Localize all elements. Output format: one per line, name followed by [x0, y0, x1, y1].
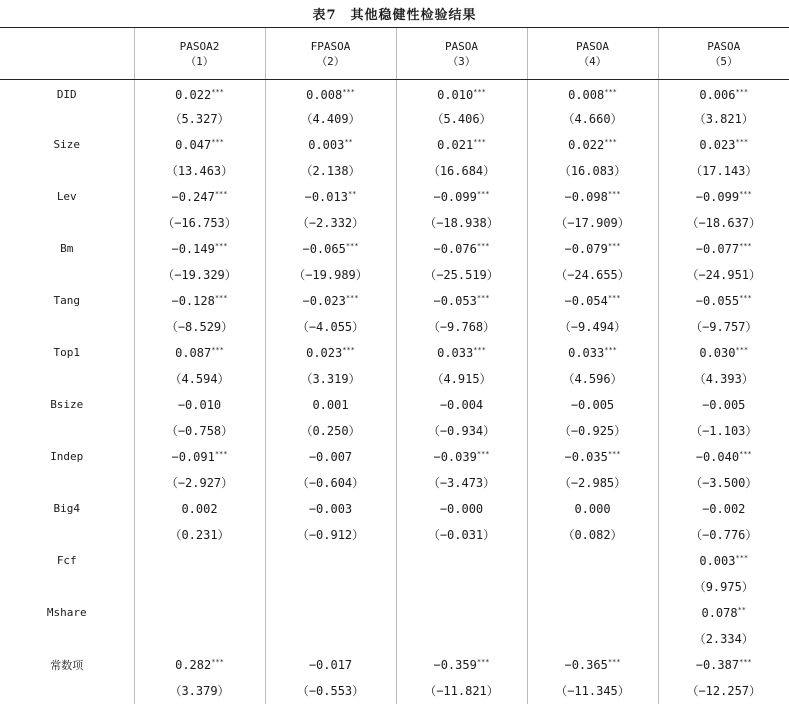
coefficient-cell [658, 184, 789, 210]
significance-stars: *** [473, 138, 486, 146]
column-name: PASOA2 [135, 39, 265, 54]
coefficient-cell [134, 236, 265, 262]
coefficient-value: 0.033 [568, 346, 604, 360]
t-statistic [396, 574, 527, 600]
significance-stars: *** [211, 346, 224, 354]
coefficient-cell [396, 340, 527, 366]
coefficient-value: −0.003 [309, 502, 352, 516]
column-header [134, 28, 265, 80]
coefficient-value: −0.091 [171, 450, 214, 464]
t-statistic: （−3.500） [658, 470, 789, 496]
coefficient-cell [134, 548, 265, 574]
t-statistic: （−9.768） [396, 314, 527, 340]
coefficient-cell [658, 600, 789, 626]
coefficient-cell [658, 340, 789, 366]
coefficient-value: −0.010 [178, 398, 221, 412]
coef-row [0, 340, 789, 366]
t-statistic: （−0.776） [658, 522, 789, 548]
blank-cell [0, 522, 134, 548]
coefficient-cell [134, 132, 265, 158]
table-body [0, 80, 789, 704]
coef-row [0, 496, 789, 522]
t-statistic: （5.327） [134, 106, 265, 132]
t-statistic: （−18.938） [396, 210, 527, 236]
coefficient-value: 0.008 [568, 88, 604, 102]
significance-stars: *** [604, 346, 617, 354]
t-statistic: （4.409） [265, 106, 396, 132]
t-statistic: （9.975） [658, 574, 789, 600]
t-statistic: （−4.055） [265, 314, 396, 340]
t-statistic: （3.319） [265, 366, 396, 392]
t-statistic: （−9.494） [527, 314, 658, 340]
t-statistic: （−0.031） [396, 522, 527, 548]
coefficient-cell [527, 600, 658, 626]
coefficient-cell [658, 444, 789, 470]
variable-label: Mshare [0, 600, 134, 626]
coefficient-value: −0.365 [564, 658, 607, 672]
t-statistic: （4.660） [527, 106, 658, 132]
header-row [0, 28, 789, 80]
blank-cell [0, 626, 134, 652]
coefficient-cell [527, 340, 658, 366]
variable-label: Tang [0, 288, 134, 314]
coefficient-cell [134, 600, 265, 626]
t-statistic: （−11.345） [527, 678, 658, 704]
coefficient-value: −0.079 [564, 242, 607, 256]
significance-stars: *** [215, 190, 228, 198]
coefficient-cell [265, 288, 396, 314]
coefficient-cell [265, 600, 396, 626]
significance-stars: *** [604, 138, 617, 146]
tstat-row [0, 210, 789, 236]
coefficient-value: −0.076 [433, 242, 476, 256]
significance-stars: *** [608, 294, 621, 302]
column-name: PASOA [659, 39, 789, 54]
coefficient-cell [265, 340, 396, 366]
significance-stars: *** [477, 242, 490, 250]
significance-stars: *** [735, 346, 748, 354]
coefficient-value: −0.005 [702, 398, 745, 412]
t-statistic: （−2.927） [134, 470, 265, 496]
t-statistic: （3.379） [134, 678, 265, 704]
coefficient-cell [527, 132, 658, 158]
column-name: PASOA [397, 39, 527, 54]
coefficient-cell [396, 548, 527, 574]
coefficient-value: −0.053 [433, 294, 476, 308]
coefficient-value: 0.022 [568, 138, 604, 152]
significance-stars: *** [477, 294, 490, 302]
coefficient-value: −0.387 [696, 658, 739, 672]
t-statistic: （4.915） [396, 366, 527, 392]
significance-stars: *** [735, 554, 748, 562]
coefficient-cell [265, 184, 396, 210]
blank-cell [0, 366, 134, 392]
coefficient-value: −0.359 [433, 658, 476, 672]
variable-label: Indep [0, 444, 134, 470]
tstat-row [0, 522, 789, 548]
t-statistic: （16.083） [527, 158, 658, 184]
significance-stars: *** [477, 658, 490, 666]
column-name: PASOA [528, 39, 658, 54]
column-index: （3） [397, 54, 527, 69]
coefficient-cell [265, 444, 396, 470]
t-statistic: （−12.257） [658, 678, 789, 704]
significance-stars: *** [735, 88, 748, 96]
t-statistic: （−2.332） [265, 210, 396, 236]
coefficient-value: 0.003 [699, 554, 735, 568]
blank-cell [0, 470, 134, 496]
variable-label: Lev [0, 184, 134, 210]
t-statistic: （2.138） [265, 158, 396, 184]
coefficient-value: −0.013 [305, 190, 348, 204]
coefficient-cell [658, 132, 789, 158]
t-statistic: （2.334） [658, 626, 789, 652]
significance-stars: *** [604, 88, 617, 96]
coefficient-cell [396, 236, 527, 262]
coefficient-cell [134, 80, 265, 106]
t-statistic: （−9.757） [658, 314, 789, 340]
t-statistic [265, 626, 396, 652]
coefficient-cell [527, 236, 658, 262]
significance-stars: *** [477, 190, 490, 198]
tstat-row [0, 262, 789, 288]
coefficient-value: 0.023 [699, 138, 735, 152]
variable-label: Size [0, 132, 134, 158]
significance-stars: *** [473, 88, 486, 96]
coefficient-cell [396, 444, 527, 470]
coef-row [0, 652, 789, 678]
header-blank [0, 28, 134, 80]
coefficient-cell [134, 184, 265, 210]
tstat-row [0, 106, 789, 132]
variable-label: Bsize [0, 392, 134, 418]
t-statistic: （−24.951） [658, 262, 789, 288]
t-statistic: （−3.473） [396, 470, 527, 496]
coefficient-value: −0.055 [696, 294, 739, 308]
significance-stars: *** [739, 190, 752, 198]
column-header [396, 28, 527, 80]
significance-stars: *** [608, 242, 621, 250]
coefficient-value: 0.282 [175, 658, 211, 672]
coefficient-cell [396, 652, 527, 678]
t-statistic: （−0.925） [527, 418, 658, 444]
t-statistic: （−16.753） [134, 210, 265, 236]
coefficient-cell [396, 288, 527, 314]
coefficient-cell [265, 496, 396, 522]
column-index: （2） [266, 54, 396, 69]
coefficient-value: 0.030 [699, 346, 735, 360]
t-statistic: （−18.637） [658, 210, 789, 236]
significance-stars: *** [608, 658, 621, 666]
coefficient-value: 0.087 [175, 346, 211, 360]
coef-row [0, 132, 789, 158]
t-statistic: （−19.989） [265, 262, 396, 288]
coefficient-cell [265, 132, 396, 158]
t-statistic [134, 574, 265, 600]
coefficient-value: −0.007 [309, 450, 352, 464]
tstat-row [0, 314, 789, 340]
coefficient-value: 0.033 [437, 346, 473, 360]
t-statistic: （−0.912） [265, 522, 396, 548]
blank-cell [0, 262, 134, 288]
blank-cell [0, 418, 134, 444]
blank-cell [0, 314, 134, 340]
t-statistic: （0.250） [265, 418, 396, 444]
coefficient-value: −0.054 [564, 294, 607, 308]
coefficient-cell [134, 444, 265, 470]
t-statistic: （13.463） [134, 158, 265, 184]
t-statistic [527, 626, 658, 652]
significance-stars: *** [215, 294, 228, 302]
blank-cell [0, 158, 134, 184]
tstat-row [0, 626, 789, 652]
variable-label: DID [0, 80, 134, 106]
coefficient-value: −0.004 [440, 398, 483, 412]
coefficient-cell [527, 288, 658, 314]
t-statistic: （−1.103） [658, 418, 789, 444]
significance-stars: *** [211, 658, 224, 666]
coef-row [0, 236, 789, 262]
tstat-row [0, 470, 789, 496]
coefficient-value: 0.002 [181, 502, 217, 516]
coefficient-cell [527, 80, 658, 106]
coefficient-value: −0.149 [171, 242, 214, 256]
tstat-row [0, 418, 789, 444]
coefficient-value: 0.000 [574, 502, 610, 516]
variable-label: Bm [0, 236, 134, 262]
significance-stars: *** [342, 346, 355, 354]
coefficient-value: −0.002 [702, 502, 745, 516]
t-statistic: （−17.909） [527, 210, 658, 236]
significance-stars: *** [211, 88, 224, 96]
blank-cell [0, 210, 134, 236]
significance-stars: *** [477, 450, 490, 458]
coefficient-cell [396, 132, 527, 158]
coefficient-value: 0.001 [312, 398, 348, 412]
variable-label: Fcf [0, 548, 134, 574]
coefficient-cell [527, 652, 658, 678]
coefficient-value: −0.017 [309, 658, 352, 672]
coef-row [0, 444, 789, 470]
coefficient-cell [658, 80, 789, 106]
coefficient-value: −0.098 [564, 190, 607, 204]
coefficient-cell [134, 340, 265, 366]
coefficient-cell [658, 652, 789, 678]
t-statistic: （−19.329） [134, 262, 265, 288]
coefficient-value: −0.065 [302, 242, 345, 256]
coefficient-value: 0.078 [701, 606, 737, 620]
coefficient-cell [134, 288, 265, 314]
t-statistic: （−2.985） [527, 470, 658, 496]
coef-row [0, 184, 789, 210]
coefficient-cell [396, 184, 527, 210]
coefficient-cell [134, 652, 265, 678]
t-statistic: （−0.758） [134, 418, 265, 444]
coefficient-value: 0.006 [699, 88, 735, 102]
coef-row [0, 600, 789, 626]
coefficient-value: −0.039 [433, 450, 476, 464]
regression-table [0, 27, 789, 704]
t-statistic [134, 626, 265, 652]
coefficient-cell [658, 236, 789, 262]
coefficient-value: −0.099 [696, 190, 739, 204]
significance-stars: ** [348, 190, 356, 198]
coefficient-cell [396, 600, 527, 626]
coefficient-cell [527, 444, 658, 470]
coefficient-value: 0.008 [306, 88, 342, 102]
coefficient-value: −0.247 [171, 190, 214, 204]
t-statistic: （−0.604） [265, 470, 396, 496]
tstat-row [0, 366, 789, 392]
t-statistic: （−24.655） [527, 262, 658, 288]
coefficient-value: −0.099 [433, 190, 476, 204]
column-header [658, 28, 789, 80]
blank-cell [0, 106, 134, 132]
column-name: FPASOA [266, 39, 396, 54]
coefficient-value: −0.005 [571, 398, 614, 412]
blank-cell [0, 574, 134, 600]
t-statistic: （5.406） [396, 106, 527, 132]
t-statistic: （4.594） [134, 366, 265, 392]
coef-row [0, 288, 789, 314]
significance-stars: *** [739, 242, 752, 250]
coef-row [0, 80, 789, 106]
t-statistic: （16.684） [396, 158, 527, 184]
t-statistic: （4.393） [658, 366, 789, 392]
significance-stars: *** [215, 450, 228, 458]
coefficient-cell [265, 80, 396, 106]
coef-row [0, 392, 789, 418]
significance-stars: ** [344, 138, 352, 146]
tstat-row [0, 574, 789, 600]
coefficient-cell [658, 288, 789, 314]
coefficient-cell [265, 392, 396, 418]
column-header [265, 28, 396, 80]
t-statistic: （−8.529） [134, 314, 265, 340]
significance-stars: *** [342, 88, 355, 96]
variable-label: Big4 [0, 496, 134, 522]
coefficient-cell [658, 548, 789, 574]
t-statistic: （0.231） [134, 522, 265, 548]
variable-label: Top1 [0, 340, 134, 366]
coefficient-value: −0.023 [302, 294, 345, 308]
coefficient-value: −0.128 [171, 294, 214, 308]
significance-stars: *** [735, 138, 748, 146]
coefficient-value: 0.003 [308, 138, 344, 152]
significance-stars: *** [346, 294, 359, 302]
column-index: （5） [659, 54, 789, 69]
significance-stars: *** [608, 190, 621, 198]
coefficient-cell [527, 392, 658, 418]
coefficient-cell [265, 548, 396, 574]
t-statistic: （−0.934） [396, 418, 527, 444]
significance-stars: *** [739, 294, 752, 302]
t-statistic [265, 574, 396, 600]
significance-stars: *** [215, 242, 228, 250]
coefficient-cell [658, 392, 789, 418]
t-statistic: （−0.553） [265, 678, 396, 704]
coefficient-cell [396, 392, 527, 418]
coefficient-value: −0.000 [440, 502, 483, 516]
column-index: （4） [528, 54, 658, 69]
coefficient-cell [134, 392, 265, 418]
significance-stars: *** [211, 138, 224, 146]
coefficient-value: 0.022 [175, 88, 211, 102]
t-statistic: （0.082） [527, 522, 658, 548]
column-index: （1） [135, 54, 265, 69]
coefficient-value: −0.077 [696, 242, 739, 256]
column-header [527, 28, 658, 80]
t-statistic: （3.821） [658, 106, 789, 132]
coefficient-cell [527, 496, 658, 522]
t-statistic: （17.143） [658, 158, 789, 184]
significance-stars: *** [739, 450, 752, 458]
coefficient-cell [396, 80, 527, 106]
coefficient-value: −0.035 [564, 450, 607, 464]
significance-stars: *** [473, 346, 486, 354]
coefficient-value: 0.021 [437, 138, 473, 152]
t-statistic [396, 626, 527, 652]
coefficient-value: −0.040 [696, 450, 739, 464]
coefficient-cell [527, 548, 658, 574]
coefficient-cell [527, 184, 658, 210]
coefficient-cell [265, 652, 396, 678]
t-statistic: （−25.519） [396, 262, 527, 288]
coefficient-value: 0.047 [175, 138, 211, 152]
coefficient-cell [265, 236, 396, 262]
coefficient-cell [658, 496, 789, 522]
significance-stars: *** [608, 450, 621, 458]
coefficient-value: 0.010 [437, 88, 473, 102]
t-statistic: （−11.821） [396, 678, 527, 704]
significance-stars: ** [738, 606, 746, 614]
t-statistic: （4.596） [527, 366, 658, 392]
variable-label: 常数项 [0, 652, 134, 678]
table-title: 表7 其他稳健性检验结果 [0, 4, 789, 23]
coefficient-cell [134, 496, 265, 522]
coefficient-value: 0.023 [306, 346, 342, 360]
coef-row [0, 548, 789, 574]
significance-stars: *** [739, 658, 752, 666]
t-statistic [527, 574, 658, 600]
coefficient-cell [396, 496, 527, 522]
significance-stars: *** [346, 242, 359, 250]
tstat-row [0, 158, 789, 184]
